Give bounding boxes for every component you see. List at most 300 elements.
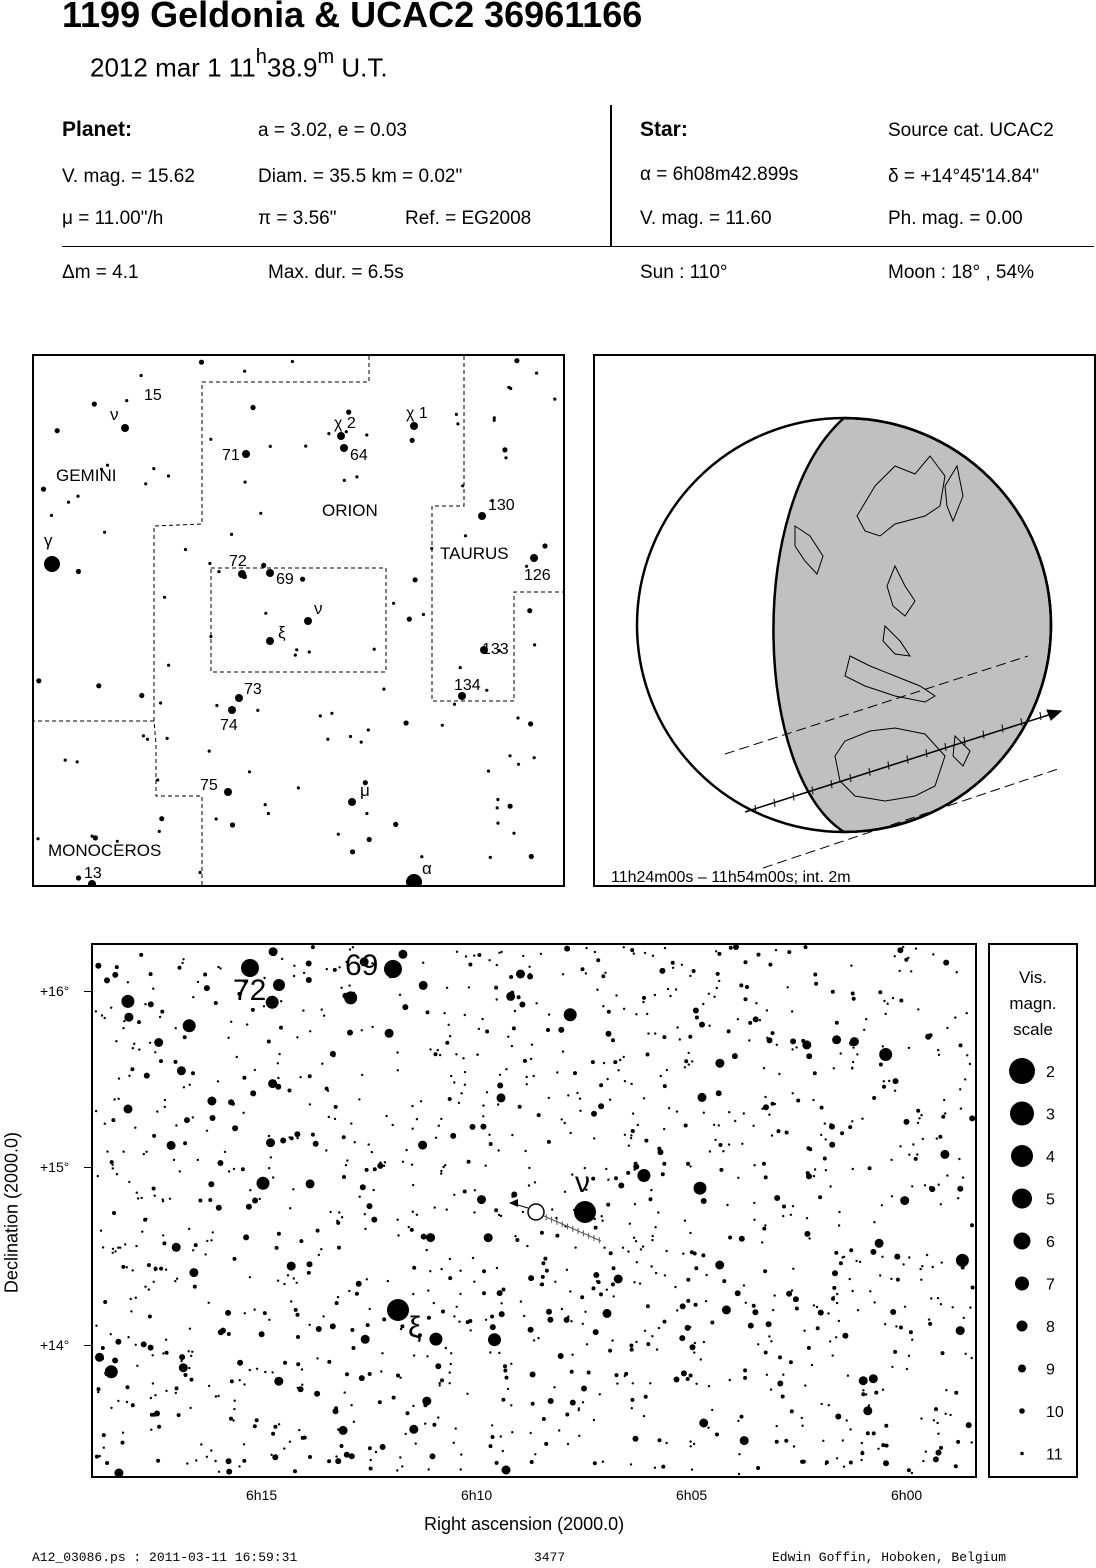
field-star — [289, 1441, 291, 1443]
field-star — [693, 1443, 695, 1445]
map-star — [228, 706, 236, 714]
field-star — [745, 1302, 747, 1304]
field-star — [308, 1455, 312, 1459]
field-star — [617, 1069, 619, 1071]
field-star — [774, 1195, 780, 1201]
faint-star — [489, 856, 492, 859]
field-star — [338, 1211, 340, 1213]
field-star — [233, 1408, 235, 1410]
field-star — [167, 1141, 176, 1150]
field-star — [230, 1021, 232, 1023]
field-star — [218, 1471, 220, 1473]
field-star — [900, 1196, 909, 1205]
field-star — [541, 1261, 545, 1265]
map-star — [224, 788, 232, 796]
globe-panel — [593, 354, 1096, 887]
faint-star — [507, 386, 510, 389]
field-star — [688, 1052, 690, 1054]
field-star — [666, 1069, 668, 1071]
field-star — [448, 1024, 450, 1026]
field-star — [852, 1061, 854, 1063]
map-star-label: 64 — [350, 447, 368, 464]
field-star — [952, 1306, 954, 1308]
field-star — [432, 1423, 436, 1427]
legend-mag-label: 2 — [1046, 1064, 1055, 1081]
field-star — [911, 1339, 913, 1341]
field-star — [623, 946, 625, 948]
field-star — [643, 1415, 645, 1417]
field-star — [448, 1276, 452, 1280]
field-star — [232, 1419, 234, 1421]
map-star-label: γ — [44, 531, 53, 550]
map-star — [266, 637, 274, 645]
star-dec: δ = +14°45'14.84" — [888, 166, 1040, 187]
field-star — [514, 1010, 516, 1012]
field-star — [939, 1446, 943, 1450]
field-star — [886, 1003, 888, 1005]
field-star — [578, 1435, 580, 1437]
faint-star — [139, 693, 144, 698]
field-star — [412, 1405, 414, 1407]
field-star — [523, 1315, 525, 1317]
field-star — [264, 1371, 266, 1373]
faint-star — [158, 830, 161, 833]
field-star — [635, 1240, 637, 1242]
faint-star — [76, 875, 81, 880]
legend-dot — [1018, 1365, 1026, 1373]
field-star — [267, 1040, 271, 1044]
field-star — [642, 1001, 644, 1003]
field-star — [470, 1329, 472, 1331]
field-star — [689, 1374, 693, 1378]
field-star — [412, 1128, 414, 1130]
field-star — [682, 1253, 684, 1255]
field-star — [449, 1382, 451, 1384]
field-star — [665, 1250, 667, 1252]
field-star — [729, 1379, 731, 1381]
field-star — [933, 1419, 935, 1421]
field-star — [299, 1239, 303, 1243]
field-star — [605, 1168, 607, 1170]
faint-star — [413, 577, 418, 582]
field-star — [832, 1354, 834, 1356]
field-star — [495, 1461, 499, 1465]
faint-star — [36, 837, 39, 840]
field-star — [679, 1335, 685, 1341]
field-star — [894, 1090, 896, 1092]
field-star — [511, 1134, 513, 1136]
field-star — [421, 1234, 427, 1240]
field-star — [361, 1029, 363, 1031]
field-star — [686, 1299, 690, 1303]
field-star — [257, 1177, 270, 1190]
field-star — [426, 1010, 430, 1014]
field-star — [632, 1382, 634, 1384]
field-star — [940, 1150, 949, 1159]
field-star — [334, 1411, 336, 1413]
field-star — [690, 1344, 696, 1350]
field-star — [177, 1066, 186, 1075]
field-star — [242, 1112, 244, 1114]
field-star — [757, 1343, 759, 1345]
field-star — [688, 1035, 692, 1039]
field-star — [663, 1084, 667, 1088]
field-star — [708, 993, 710, 995]
field-star — [344, 1391, 346, 1393]
globe-svg — [595, 356, 1094, 885]
field-star — [392, 1396, 396, 1400]
field-star — [966, 1012, 968, 1014]
field-star — [255, 1418, 259, 1422]
field-star — [489, 1351, 491, 1353]
faint-star — [453, 703, 456, 706]
faint-star — [208, 750, 211, 753]
field-star — [253, 1308, 255, 1310]
field-star — [840, 1052, 842, 1054]
field-star — [558, 1429, 560, 1431]
field-star — [930, 1297, 932, 1299]
field-star — [497, 1149, 499, 1151]
faint-star — [349, 735, 352, 738]
faint-star — [167, 474, 170, 477]
field-star — [969, 1063, 971, 1065]
field-star — [676, 1110, 678, 1112]
map-star — [44, 556, 60, 572]
field-star — [514, 1235, 516, 1237]
faint-star — [50, 514, 53, 517]
field-star — [154, 1394, 156, 1396]
field-star — [862, 1389, 864, 1391]
field-star — [416, 1214, 418, 1216]
legend-dot — [1010, 1102, 1034, 1126]
map-star — [348, 798, 356, 806]
field-star — [924, 1184, 926, 1186]
field-star — [145, 1151, 147, 1153]
field-star — [753, 1016, 759, 1022]
faint-star — [184, 548, 187, 551]
field-star — [688, 1063, 690, 1065]
field-star — [776, 1425, 778, 1427]
field-star — [842, 1439, 844, 1441]
field-star — [644, 1395, 648, 1399]
field-star — [254, 1069, 256, 1071]
map-star-label: 75 — [200, 777, 218, 794]
field-star — [434, 1206, 436, 1208]
field-star — [601, 1220, 603, 1222]
map-star — [235, 694, 243, 702]
field-star — [512, 1026, 516, 1030]
faint-star — [350, 849, 355, 854]
field-star — [183, 1035, 187, 1039]
field-star — [106, 1150, 108, 1152]
field-star — [277, 1280, 279, 1282]
field-star — [275, 1246, 279, 1250]
legend-dot — [1019, 1408, 1025, 1414]
field-star — [232, 1125, 238, 1131]
field-star — [851, 1120, 853, 1122]
field-star — [499, 1311, 505, 1317]
field-star — [804, 1384, 806, 1386]
field-star — [796, 1099, 800, 1103]
legend-mag-label: 8 — [1046, 1319, 1055, 1336]
constellation-gemini: GEMINI — [56, 466, 117, 485]
map-star-label: 69 — [276, 571, 294, 588]
field-star — [966, 1422, 972, 1428]
legend-title-3: scale — [1013, 1020, 1053, 1039]
field-star — [503, 1369, 507, 1373]
field-star — [793, 1296, 799, 1302]
faint-star — [64, 759, 67, 762]
field-star — [239, 1379, 241, 1381]
faint-star — [393, 822, 398, 827]
map-star-label: 73 — [244, 681, 262, 698]
field-star — [405, 1149, 407, 1151]
field-star — [225, 1310, 231, 1316]
field-star — [399, 1377, 401, 1379]
field-star — [778, 1073, 780, 1075]
field-star — [510, 1363, 512, 1365]
field-star — [484, 1124, 486, 1126]
legend-dot — [1017, 1321, 1028, 1332]
legend-mag-label: 5 — [1046, 1191, 1055, 1209]
x-axis-label: Right ascension (2000.0) — [424, 1514, 625, 1534]
field-star — [446, 987, 448, 989]
field-star — [915, 947, 917, 949]
faint-star — [140, 374, 143, 377]
field-star — [684, 1059, 688, 1063]
field-star — [722, 1150, 724, 1152]
field-star — [126, 1385, 130, 1389]
faint-star — [259, 512, 262, 515]
field-star — [345, 1372, 349, 1376]
field-star — [484, 1233, 493, 1242]
field-star — [727, 1029, 731, 1033]
field-star — [338, 966, 340, 968]
field-star — [137, 1197, 139, 1199]
field-star — [220, 1328, 226, 1334]
field-star — [902, 946, 904, 948]
field-star — [127, 1336, 129, 1338]
field-star — [700, 1358, 702, 1360]
field-star — [611, 1339, 613, 1341]
legend-dot — [1011, 1145, 1033, 1167]
field-star — [103, 1447, 105, 1449]
field-star — [807, 1346, 811, 1350]
field-star — [242, 1076, 246, 1080]
field-star — [616, 1382, 618, 1384]
field-star — [606, 1031, 612, 1037]
field-star — [774, 1103, 776, 1105]
field-star — [114, 1250, 116, 1252]
field-star — [453, 1081, 455, 1083]
field-star — [737, 1018, 739, 1020]
field-star — [439, 1382, 441, 1384]
field-star — [519, 1002, 525, 1008]
field-star — [570, 1370, 574, 1374]
field-star — [728, 1236, 732, 1240]
footer-number: 3477 — [534, 1550, 566, 1565]
field-star — [126, 1401, 128, 1403]
field-star — [675, 988, 677, 990]
field-star — [488, 1134, 490, 1136]
field-star — [656, 1348, 658, 1350]
field-star — [280, 1000, 282, 1002]
field-star — [147, 1263, 151, 1267]
field-star — [708, 1385, 710, 1387]
faint-star — [337, 833, 340, 836]
field-star — [143, 1153, 145, 1155]
field-star — [920, 1417, 922, 1419]
field-star — [293, 965, 295, 967]
field-star — [906, 1368, 908, 1370]
field-star — [340, 1444, 344, 1448]
field-star — [458, 1102, 460, 1104]
legend-dot — [1015, 1277, 1029, 1291]
field-star — [818, 1310, 824, 1316]
field-star — [813, 1304, 815, 1306]
field-star — [296, 1282, 298, 1284]
field-star — [459, 1293, 461, 1295]
field-star — [350, 1328, 354, 1332]
legend-mag-label: 4 — [1046, 1149, 1055, 1166]
field-star — [578, 1407, 580, 1409]
field-star — [234, 1400, 236, 1402]
field-star — [105, 1374, 107, 1376]
field-star — [836, 1302, 838, 1304]
field-star — [449, 1035, 451, 1037]
faint-star — [308, 650, 311, 653]
field-star — [95, 1010, 97, 1012]
field-star — [486, 1091, 488, 1093]
faint-star — [496, 806, 499, 809]
faint-star — [256, 709, 259, 712]
field-star — [946, 1027, 948, 1029]
field-star — [606, 1203, 610, 1207]
field-star — [825, 1138, 827, 1140]
field-star — [249, 1276, 251, 1278]
field-star — [562, 1050, 564, 1052]
xtick-6h10: 6h10 — [461, 1487, 493, 1503]
field-star — [790, 1214, 792, 1216]
field-star — [761, 1241, 763, 1243]
field-star — [507, 1388, 509, 1390]
field-star — [289, 1207, 291, 1209]
faint-star — [459, 666, 462, 669]
field-star — [251, 1008, 255, 1012]
field-star — [165, 1268, 167, 1270]
field-star — [842, 1333, 848, 1339]
field-star — [159, 1059, 163, 1063]
field-star — [547, 1140, 551, 1144]
field-star — [366, 1278, 368, 1280]
field-star — [637, 1124, 639, 1126]
faint-star — [300, 577, 305, 582]
field-star — [400, 1324, 404, 1328]
legend-mag-label: 3 — [1046, 1106, 1055, 1124]
field-star — [681, 1370, 687, 1376]
field-star — [674, 1286, 676, 1288]
time-tick — [1040, 712, 1041, 720]
field-star — [136, 1365, 138, 1367]
field-star — [318, 1254, 320, 1256]
field-star — [494, 1208, 498, 1212]
field-star — [660, 1075, 662, 1077]
field-star — [777, 1381, 783, 1387]
field-star — [439, 1054, 441, 1056]
field-star — [124, 1105, 133, 1114]
field-star — [528, 1327, 534, 1333]
field-star — [207, 1097, 216, 1106]
field-star — [534, 1453, 536, 1455]
field-star — [690, 1250, 694, 1254]
field-star — [649, 1382, 651, 1384]
field-star — [316, 1357, 318, 1359]
field-star — [111, 1118, 115, 1122]
field-star — [337, 1428, 339, 1430]
field-star — [175, 1027, 177, 1029]
field-star — [455, 1053, 457, 1055]
field-star — [801, 1425, 803, 1427]
field-star — [582, 1323, 584, 1325]
field-star — [496, 998, 498, 1000]
field-star — [861, 1392, 865, 1396]
field-star — [517, 995, 521, 999]
field-star — [822, 1440, 824, 1442]
field-star — [636, 1261, 638, 1263]
field-star — [184, 1117, 190, 1123]
field-star — [744, 960, 748, 964]
constellation-map — [32, 354, 565, 887]
field-star — [148, 1345, 154, 1351]
field-star — [925, 1451, 927, 1453]
field-star — [672, 967, 674, 969]
field-star — [104, 977, 110, 983]
field-star — [564, 1191, 566, 1193]
field-star — [256, 1368, 258, 1370]
faint-star — [461, 484, 464, 487]
faint-star — [167, 664, 170, 667]
field-star — [189, 1328, 191, 1330]
field-star — [505, 1376, 509, 1380]
legend-dot — [1014, 1233, 1031, 1250]
field-star — [623, 1008, 625, 1010]
field-star — [175, 1392, 177, 1394]
field-star — [473, 1281, 475, 1283]
field-star — [890, 1309, 896, 1315]
field-star — [916, 1109, 920, 1113]
field-star — [971, 1441, 973, 1443]
field-star — [162, 1352, 164, 1354]
field-star — [737, 1177, 739, 1179]
field-star — [541, 1275, 545, 1279]
field-star — [899, 999, 903, 1003]
field-star — [623, 1056, 625, 1058]
field-star — [118, 1098, 120, 1100]
field-star — [266, 996, 279, 1009]
field-star — [705, 1300, 707, 1302]
field-star — [535, 1002, 537, 1004]
field-star — [189, 1407, 191, 1409]
field-star — [328, 1116, 330, 1118]
field-star — [865, 1393, 867, 1395]
field-star — [152, 1354, 154, 1356]
field-star — [969, 1306, 971, 1308]
field-star — [373, 1189, 375, 1191]
field-star — [226, 1469, 232, 1475]
faint-star — [144, 482, 147, 485]
field-star — [898, 970, 900, 972]
field-star — [115, 1339, 121, 1345]
